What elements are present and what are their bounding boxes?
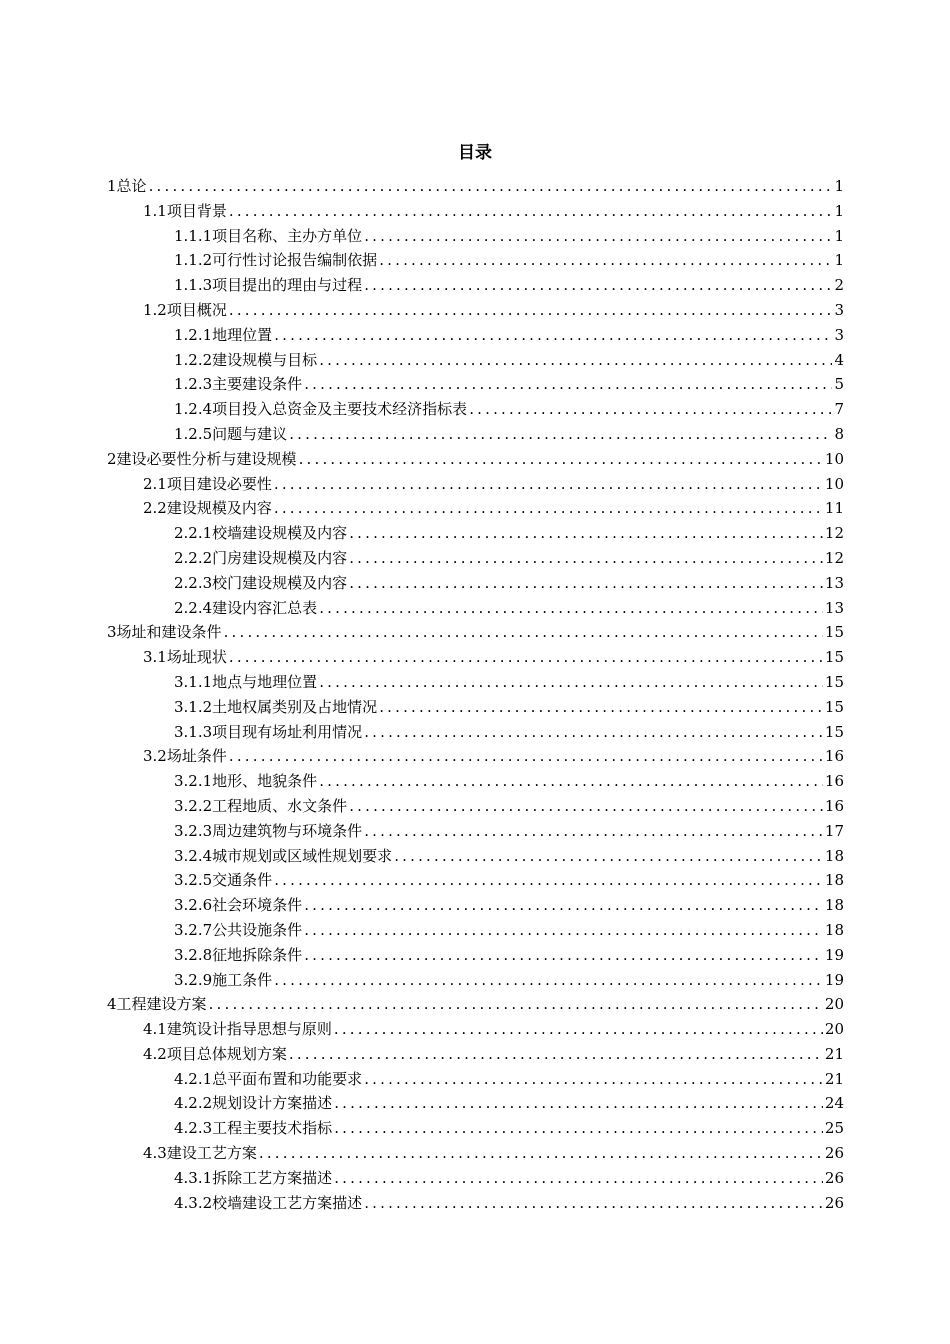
- toc-entry-page: 3: [834, 325, 844, 344]
- toc-dot-leader: [349, 571, 823, 596]
- toc-entry-page: 2: [834, 276, 844, 295]
- toc-entry-title: 项目提出的理由与过程: [212, 276, 363, 295]
- toc-dot-leader: [349, 521, 823, 546]
- toc-entry-page: 20: [824, 995, 844, 1014]
- toc-dot-leader: [334, 1091, 823, 1116]
- toc-entry-number: 1.2.4: [174, 400, 213, 419]
- toc-dot-leader: [364, 224, 832, 249]
- toc-entry-title: 场址现状: [166, 648, 227, 667]
- toc-entry[interactable]: [107, 422, 844, 447]
- toc-dot-leader: [319, 670, 823, 695]
- toc-entry-page: 19: [824, 945, 844, 964]
- toc-entry-page: 15: [824, 697, 844, 716]
- toc-entry-title: 公共设施条件: [212, 920, 303, 939]
- toc-entry-number: 1.2.1: [174, 325, 213, 344]
- toc-entry[interactable]: [107, 521, 844, 546]
- toc-entry-title: 项目总体规划方案: [166, 1044, 287, 1063]
- toc-entry-title: 建设工艺方案: [166, 1144, 257, 1163]
- toc-entry-number: 4.2: [143, 1044, 167, 1063]
- toc-entry-page: 13: [824, 598, 844, 617]
- toc-entry-page: 12: [824, 524, 844, 543]
- toc-entry-title: 地形、地貌条件: [212, 772, 318, 791]
- toc-entry-title: 校门建设规模及内容: [212, 573, 348, 592]
- toc-entry-title: 项目投入总资金及主要技术经济指标表: [212, 400, 468, 419]
- toc-entry-number: 1.1.3: [174, 276, 213, 295]
- toc-entry-number: 3.1.1: [174, 672, 213, 691]
- toc-entry-number: 2.1: [143, 474, 167, 493]
- toc-entry-number: 4.3.2: [174, 1193, 213, 1212]
- toc-entry-page: 1: [834, 177, 844, 195]
- toc-entry[interactable]: [107, 1191, 844, 1216]
- toc-entry-number: 3.2.8: [174, 945, 213, 964]
- toc-entry-title: 主要建设条件: [212, 375, 303, 394]
- toc-title: 目录: [458, 143, 492, 163]
- toc-entry-title: 征地拆除条件: [212, 945, 303, 964]
- toc-entry-title: 规划设计方案描述: [212, 1094, 333, 1113]
- toc-entry-page: 21: [824, 1044, 844, 1063]
- toc-entry-title: 工程主要技术指标: [212, 1119, 333, 1138]
- toc-entry-page: 18: [824, 871, 844, 890]
- toc-entry[interactable]: [107, 1116, 844, 1141]
- toc-entry-title: 工程地质、水文条件: [212, 796, 348, 815]
- toc-entry-page: 5: [834, 375, 844, 394]
- toc-entry-page: 15: [824, 648, 844, 667]
- toc-entry[interactable]: [107, 695, 844, 720]
- toc-entry-page: 4: [834, 350, 844, 369]
- toc-entry-page: 16: [824, 772, 844, 791]
- toc-dot-leader: [364, 819, 823, 844]
- toc-dot-leader: [319, 596, 823, 621]
- toc-entry[interactable]: [107, 893, 844, 918]
- toc-entry-title: 地点与地理位置: [212, 672, 318, 691]
- toc-entry-page: 18: [824, 920, 844, 939]
- toc-entry[interactable]: [107, 1091, 844, 1116]
- toc-entry-number: 3.2.6: [174, 896, 213, 915]
- toc-entry-page: 10: [824, 474, 844, 493]
- toc-entry-number: 1: [107, 177, 117, 195]
- toc-entry-page: 17: [824, 821, 844, 840]
- toc-entry-number: 2.2.3: [174, 573, 213, 592]
- toc-dot-leader: [299, 447, 823, 472]
- toc-entry-page: 16: [824, 796, 844, 815]
- toc-entry[interactable]: [107, 1166, 844, 1191]
- toc-entry-number: 1.1.1: [174, 226, 213, 245]
- toc-dot-leader: [274, 868, 823, 893]
- toc-entry-title: 建设内容汇总表: [212, 598, 318, 617]
- toc-entry[interactable]: [107, 794, 844, 819]
- toc-entry-title: 总论: [116, 177, 147, 195]
- toc-dot-leader: [349, 794, 823, 819]
- toc-dot-leader: [364, 720, 823, 745]
- toc-entry-number: 4.2.2: [174, 1094, 213, 1113]
- toc-entry[interactable]: [107, 620, 844, 645]
- toc-dot-leader: [289, 422, 832, 447]
- toc-entry[interactable]: [107, 645, 844, 670]
- toc-dot-leader: [349, 546, 823, 571]
- toc-dot-leader: [469, 397, 832, 422]
- toc-dot-leader: [289, 1042, 823, 1067]
- toc-entry-page: 7: [834, 400, 844, 419]
- toc-dot-leader: [304, 893, 823, 918]
- toc-dot-leader: [274, 472, 823, 497]
- toc-dot-leader: [229, 744, 823, 769]
- toc-entry-number: 2.2: [143, 499, 167, 518]
- toc-dot-leader: [334, 1116, 823, 1141]
- toc-entry-title: 交通条件: [212, 871, 273, 890]
- toc-entry-page: 26: [824, 1193, 844, 1212]
- toc-entry[interactable]: [107, 1017, 844, 1042]
- toc-entry-number: 1.2.5: [174, 424, 213, 443]
- toc-entry-number: 1.2.2: [174, 350, 213, 369]
- toc-entry-title: 校墙建设工艺方案描述: [212, 1193, 363, 1212]
- toc-entry-number: 3.2.5: [174, 871, 213, 890]
- toc-entry-number: 3.1: [143, 648, 167, 667]
- toc-entry-page: 21: [824, 1069, 844, 1088]
- toc-entry[interactable]: [107, 968, 844, 993]
- toc-entry-page: 19: [824, 970, 844, 989]
- toc-entry-number: 3.1.2: [174, 697, 213, 716]
- toc-entry[interactable]: [107, 372, 844, 397]
- toc-entry[interactable]: [107, 744, 844, 769]
- toc-entry-number: 2.2.2: [174, 548, 213, 567]
- toc-entry[interactable]: [107, 224, 844, 249]
- toc-entry[interactable]: [107, 769, 844, 794]
- toc-entry-number: 3.2.3: [174, 821, 213, 840]
- toc-entry[interactable]: [107, 596, 844, 621]
- toc-entry-number: 3: [107, 623, 117, 642]
- toc-entry-title: 建筑设计指导思想与原则: [166, 1020, 332, 1039]
- toc-dot-leader: [319, 348, 832, 373]
- toc-entry[interactable]: [107, 819, 844, 844]
- toc-entry-page: 1: [834, 201, 844, 220]
- toc-entry-page: 16: [824, 747, 844, 766]
- toc-entry-number: 4.3.1: [174, 1168, 213, 1187]
- toc-entry-title: 项目背景: [166, 201, 227, 220]
- toc-entry[interactable]: [107, 844, 844, 869]
- toc-dot-leader: [229, 298, 833, 323]
- toc-dot-leader: [149, 174, 833, 199]
- toc-entry-number: 3.2.1: [174, 772, 213, 791]
- toc-entry-page: 24: [824, 1094, 844, 1113]
- toc-entry[interactable]: [107, 323, 844, 348]
- toc-dot-leader: [319, 769, 823, 794]
- toc-entry-page: 18: [824, 896, 844, 915]
- toc-entry-number: 1.2.3: [174, 375, 213, 394]
- toc-entry-page: 20: [824, 1020, 844, 1039]
- toc-entry[interactable]: [107, 943, 844, 968]
- toc-entry-page: 26: [824, 1168, 844, 1187]
- toc-dot-leader: [274, 323, 832, 348]
- toc-entry[interactable]: [107, 992, 844, 1017]
- toc-entry-title: 校墙建设规模及内容: [212, 524, 348, 543]
- toc-dot-leader: [274, 968, 823, 993]
- toc-entry-number: 1.2: [143, 300, 167, 319]
- toc-entry-title: 建设必要性分析与建设规模: [116, 449, 297, 468]
- toc-dot-leader: [364, 273, 832, 298]
- toc-entry[interactable]: [107, 174, 844, 199]
- toc-entry-page: 26: [824, 1144, 844, 1163]
- toc-entry-number: 3.2.4: [174, 846, 213, 865]
- toc-entry-number: 2.2.1: [174, 524, 213, 543]
- toc-entry-title: 项目现有场址利用情况: [212, 722, 363, 741]
- toc-dot-leader: [209, 992, 823, 1017]
- toc-dot-leader: [304, 918, 823, 943]
- toc-entry[interactable]: [107, 397, 844, 422]
- toc-entry-page: 13: [824, 573, 844, 592]
- toc-entry-number: 4.3: [143, 1144, 167, 1163]
- toc-entry[interactable]: [107, 248, 844, 273]
- toc-entry-number: 4: [107, 995, 117, 1014]
- toc-entry-title: 场址条件: [166, 747, 227, 766]
- toc-dot-leader: [334, 1017, 823, 1042]
- toc-entry[interactable]: [107, 496, 844, 521]
- toc-entry-page: 8: [834, 424, 844, 443]
- toc-entry[interactable]: [107, 670, 844, 695]
- toc-entry-page: 18: [824, 846, 844, 865]
- toc-entry-title: 城市规划或区域性规划要求: [212, 846, 393, 865]
- toc-entry-title: 工程建设方案: [116, 995, 207, 1014]
- toc-entry[interactable]: [107, 1067, 844, 1092]
- toc-dot-leader: [304, 943, 823, 968]
- toc-entry-title: 门房建设规模及内容: [212, 548, 348, 567]
- toc-entry-title: 社会环境条件: [212, 896, 303, 915]
- toc-entry-title: 可行性讨论报告编制依据: [212, 251, 378, 270]
- toc-entry-number: 3.2.9: [174, 970, 213, 989]
- toc-entry-title: 周边建筑物与环境条件: [212, 821, 363, 840]
- toc-entry-page: 1: [834, 226, 844, 245]
- toc-entry-number: 2.2.4: [174, 598, 213, 617]
- toc-entry-title: 拆除工艺方案描述: [212, 1168, 333, 1187]
- toc-dot-leader: [394, 844, 823, 869]
- toc-entry[interactable]: [107, 199, 844, 224]
- toc-entry-title: 场址和建设条件: [116, 623, 222, 642]
- toc-dot-leader: [224, 620, 823, 645]
- toc-entry-number: 3.2.7: [174, 920, 213, 939]
- toc-entry[interactable]: [107, 918, 844, 943]
- toc-entry-title: 土地权属类别及占地情况: [212, 697, 378, 716]
- toc-dot-leader: [274, 496, 823, 521]
- toc-entry[interactable]: [107, 447, 844, 472]
- toc-entry-number: 3.1.3: [174, 722, 213, 741]
- toc-entry[interactable]: [107, 720, 844, 745]
- toc-entry-number: 4.2.1: [174, 1069, 213, 1088]
- toc-entry-page: 3: [834, 300, 844, 319]
- toc-entry-number: 4.2.3: [174, 1119, 213, 1138]
- toc-entry-page: 12: [824, 548, 844, 567]
- toc-entry-page: 1: [834, 251, 844, 270]
- toc-entry[interactable]: [107, 546, 844, 571]
- toc-entry[interactable]: [107, 298, 844, 323]
- toc-entry[interactable]: [107, 868, 844, 893]
- toc-entry-page: 15: [824, 722, 844, 741]
- toc-entry-title: 项目概况: [166, 300, 227, 319]
- toc-entry[interactable]: [107, 1141, 844, 1166]
- toc-entry-page: 11: [824, 499, 844, 518]
- toc-entry[interactable]: [107, 571, 844, 596]
- toc-entry-title: 地理位置: [212, 325, 273, 344]
- toc-entry-number: 4.1: [143, 1020, 167, 1039]
- toc-dot-leader: [229, 645, 823, 670]
- toc-entry-page: 25: [824, 1119, 844, 1138]
- toc-entry[interactable]: [107, 1042, 844, 1067]
- toc-entry-title: 项目名称、主办方单位: [212, 226, 363, 245]
- toc-entry-title: 项目建设必要性: [166, 474, 272, 493]
- toc-entry-number: 1.1.2: [174, 251, 213, 270]
- toc-dot-leader: [229, 199, 833, 224]
- toc-entry[interactable]: [107, 472, 844, 497]
- toc-entry-page: 10: [824, 449, 844, 468]
- toc-entry[interactable]: [107, 348, 844, 373]
- toc-entry-page: 15: [824, 672, 844, 691]
- toc-entry-title: 建设规模与目标: [212, 350, 318, 369]
- toc-entry[interactable]: [107, 273, 844, 298]
- toc-dot-leader: [379, 695, 823, 720]
- toc-dot-leader: [259, 1141, 823, 1166]
- toc-dot-leader: [304, 372, 832, 397]
- toc-entry-page: 15: [824, 623, 844, 642]
- toc-dot-leader: [364, 1067, 823, 1092]
- toc-entry-number: 2: [107, 449, 117, 468]
- toc-entry-title: 建设规模及内容: [166, 499, 272, 518]
- toc-entry-title: 施工条件: [212, 970, 273, 989]
- toc-entry-number: 3.2: [143, 747, 167, 766]
- toc-entry-number: 3.2.2: [174, 796, 213, 815]
- toc-dot-leader: [334, 1166, 823, 1191]
- toc-dot-leader: [379, 248, 832, 273]
- table-of-contents: [107, 174, 844, 1215]
- toc-entry-number: 1.1: [143, 201, 167, 220]
- toc-dot-leader: [364, 1191, 823, 1216]
- toc-entry-title: 总平面布置和功能要求: [212, 1069, 363, 1088]
- toc-entry-title: 问题与建议: [212, 424, 288, 443]
